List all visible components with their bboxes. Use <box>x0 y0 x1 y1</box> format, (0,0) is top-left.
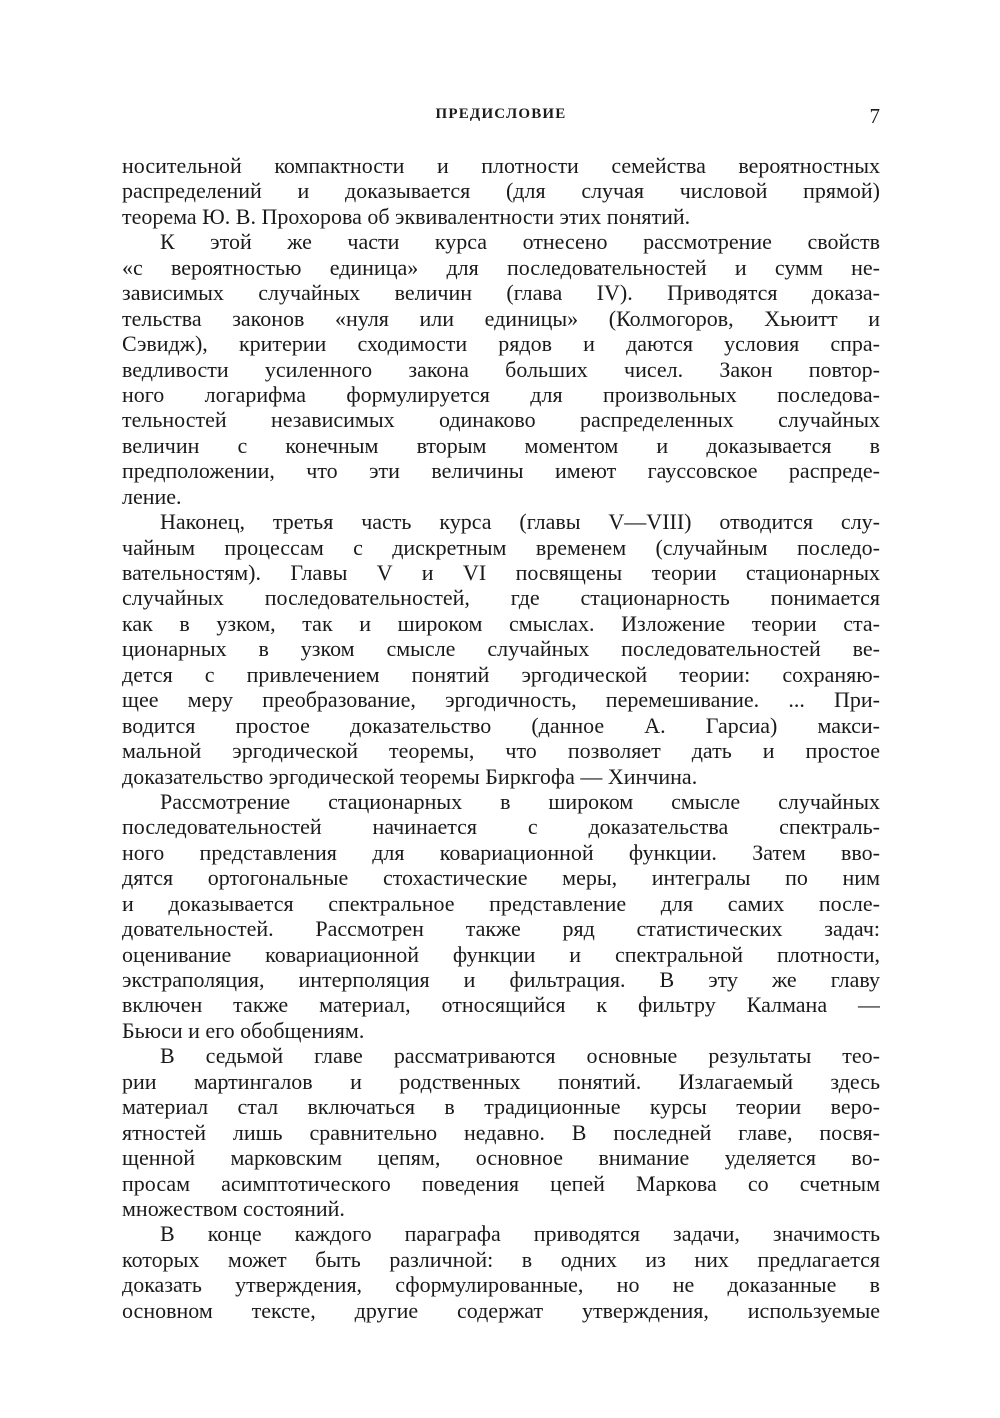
text-line: зависимых случайных величин (глава IV). Приводятся доказа- <box>122 280 880 306</box>
page-number: 7 <box>869 104 880 128</box>
text-line: вательностям). Главы V и VI посвящены теории стационарных <box>122 560 880 585</box>
text-line: ционарных в узком смысле случайных последовательностей ве- <box>122 636 880 662</box>
text-line: «с вероятностью единица» для последовательностей и сумм не- <box>122 254 880 280</box>
text-line: ление. <box>122 483 182 509</box>
text-line: К этой же части курса отнесено рассмотрение свойств <box>160 229 880 255</box>
text-line: мальной эргодической теоремы, что позволяет дать и простое <box>122 738 880 764</box>
text-line: предположении, что эти величины имеют гауссовское распреде- <box>122 458 880 484</box>
text-line: доказать утверждения, сформулированные, но не доказанные в <box>122 1272 880 1298</box>
text-line: щенной марковским цепям, основное внимание уделяется во- <box>122 1145 880 1171</box>
text-line: Сэвидж), критерии сходимости рядов и даются условия спра- <box>122 331 880 357</box>
text-line: Рассмотрение стационарных в широком смысле случайных <box>160 788 880 814</box>
body-text <box>122 153 880 1323</box>
text-line: и доказывается спектральное представление для самих после- <box>122 890 880 916</box>
text-line: рии мартингалов и родственных понятий. Излагаемый здесь <box>122 1068 880 1094</box>
text-line: водится простое доказательство (данное А. Гарсиа) макси- <box>122 712 880 738</box>
text-line: Наконец, третья часть курса (главы V—VIII) отводится слу- <box>160 509 880 535</box>
text-line: последовательностей начинается с доказательства спектраль- <box>122 814 880 840</box>
text-line: носительной компактности и плотности семейства вероятностных <box>122 153 880 178</box>
text-line: тельностей независимых одинаково распределенных случайных <box>122 407 880 433</box>
text-line: ятностей лишь сравнительно недавно. В последней главе, посвя- <box>122 1119 880 1145</box>
text-line: ного логарифма формулируется для произвольных последова- <box>122 381 880 407</box>
text-line: дятся ортогональные стохастические меры, интегралы по ним <box>122 865 880 891</box>
text-line: щее меру преобразование, эргодичность, перемешивание. ... При- <box>122 687 880 713</box>
text-line: оценивание ковариационной функции и спектральной плотности, <box>122 941 880 967</box>
text-line: теорема Ю. В. Прохорова об эквивалентности этих понятий. <box>122 203 691 229</box>
text-line: материал стал включаться в традиционные курсы теории веро- <box>122 1094 880 1120</box>
text-line: как в узком, так и широком смыслах. Изложение теории ста- <box>122 610 880 636</box>
text-line: дется с привлечением понятий эргодической теории: сохраняю- <box>122 661 880 687</box>
text-line: В конце каждого параграфа приводятся задачи, значимость <box>160 1221 880 1247</box>
text-line: множеством состояний. <box>122 1195 345 1221</box>
text-line: чайным процессам с дискретным временем (случайным последо- <box>122 534 880 560</box>
text-line: случайных последовательностей, где стационарность понимается <box>122 585 880 611</box>
text-line: довательностей. Рассмотрен также ряд статистических задач: <box>122 916 880 942</box>
text-line: ведливости усиленного закона больших чисел. Закон повтор- <box>122 356 880 382</box>
text-line: ного представления для ковариационной функции. Затем вво- <box>122 839 880 865</box>
text-line: экстраполяция, интерполяция и фильтрация. В эту же главу <box>122 967 880 992</box>
text-line: основном тексте, другие содержат утверждения, используемые <box>122 1297 880 1323</box>
text-line: величин с конечным вторым моментом и доказывается в <box>122 432 880 458</box>
text-line: В седьмой главе рассматриваются основные результаты тео- <box>160 1043 880 1069</box>
text-line: доказательство эргодической теоремы Биркгофа — Хинчина. <box>122 763 698 789</box>
running-title: ПРЕДИСЛОВИЕ <box>435 106 567 122</box>
text-line: Бьюси и его обобщениям. <box>122 1017 365 1043</box>
running-head <box>122 104 880 128</box>
text-line: которых может быть различной: в одних из них предлагается <box>122 1246 880 1272</box>
text-line: тельства законов «нуля или единицы» (Колмогоров, Хьюитт и <box>122 305 880 331</box>
text-line: просам асимптотического поведения цепей Маркова со счетным <box>122 1170 880 1196</box>
text-line: включен также материал, относящийся к фильтру Калмана — <box>122 992 880 1018</box>
text-line: распределений и доказывается (для случая числовой прямой) <box>122 178 880 204</box>
